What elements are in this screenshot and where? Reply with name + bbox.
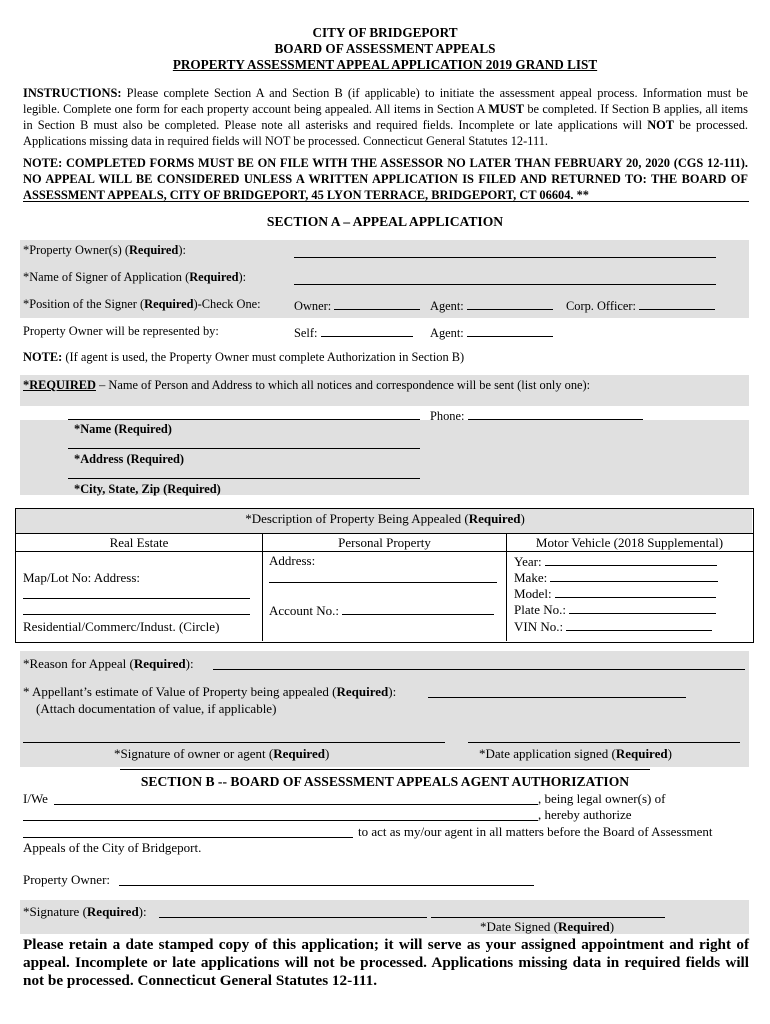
position-agent-option[interactable]: Agent: (430, 297, 553, 314)
reason-for-appeal-label: *Reason for Appeal (Required): (23, 656, 194, 671)
owner-signature-label: *Signature of owner or agent (Required) (114, 746, 330, 761)
iwe-label: I/We (23, 791, 48, 806)
property-of-field[interactable] (23, 820, 538, 821)
correspondence-address-field[interactable] (68, 448, 420, 449)
date-signed-b-field[interactable] (431, 917, 665, 918)
signature-b-label: *Signature (Required): (23, 904, 147, 919)
date-signed-b-label: *Date Signed (Required) (480, 919, 615, 934)
appeals-city-text: Appeals of the City of Bridgeport. (23, 840, 202, 855)
real-estate-address-field[interactable] (23, 614, 250, 615)
property-table-divider (15, 533, 753, 534)
attach-documentation-note: (Attach documentation of value, if applicable) (36, 701, 277, 716)
real-estate-header: Real Estate (109, 535, 169, 550)
signer-position-label: *Position of the Signer (Required)-Check One: (23, 297, 261, 311)
property-description-label: *Description of Property Being Appealed (Required) (245, 511, 525, 526)
section-b-title: SECTION B -- BOARD OF ASSESSMENT APPEALS AGENT AUTHORIZATION (140, 774, 630, 789)
instructions-text-1: Please complete Section A and Section B (if applicable) to initiate the assessment appeal process. Information must be legible. Complete one form for each property account being appealed. All items in Section A (23, 86, 748, 116)
property-owner-label: *Property Owner(s) (Required): (23, 243, 186, 257)
vin-no-field[interactable]: VIN No.: (514, 618, 712, 635)
date-application-signed-field[interactable] (468, 742, 740, 743)
signature-b-field[interactable] (159, 917, 427, 918)
city-title: CITY OF BRIDGEPORT (312, 25, 458, 40)
personal-address-label: Address: (269, 553, 316, 568)
instructions-text-3: be processed. Applications missing data in required fields will NOT be processed. Connecticut General Statutes 12-111. (23, 118, 748, 148)
position-owner-option[interactable]: Owner: (294, 297, 420, 314)
form-title: PROPERTY ASSESSMENT APPEAL APPLICATION 2019 GRAND LIST (172, 57, 598, 72)
act-as-agent-text: to act as my/our agent in all matters before the Board of Assessment (358, 824, 713, 839)
estimate-value-field[interactable] (428, 697, 686, 698)
legal-owner-text: , being legal owner(s) of (538, 791, 666, 806)
not-emphasis: NOT (647, 118, 675, 132)
property-owner-b-field[interactable] (119, 885, 534, 886)
section-b-divider (120, 769, 650, 770)
property-table-divider (15, 551, 753, 552)
address-required-label: *Address (Required) (74, 452, 185, 466)
city-required-label: *City, State, Zip (Required) (74, 482, 221, 496)
agent-note: NOTE: (If agent is used, the Property Owner must complete Authorization in Section B) (23, 350, 465, 364)
vehicle-make-field[interactable]: Make: (514, 569, 718, 586)
account-no-field[interactable]: Account No.: (269, 602, 494, 619)
closing-statement: Please retain a date stamped copy of this application; it will serve as your assigned appointment and right of appeal. Incomplete or late applications will not be processed. Applications missing data in required fields will not be processed. Connecticut General Statutes 12-111. (23, 936, 749, 989)
plate-no-field[interactable]: Plate No.: (514, 601, 716, 618)
date-signed-label: *Date application signed (Required) (479, 746, 672, 761)
represented-self-option[interactable]: Self: (294, 324, 413, 341)
instructions-text-2: be completed. If Section B applies, all items in Section B must also be completed. Please note all asterisks and required fields. Incomplete or late applications will (23, 102, 748, 132)
correspondence-required-label: *REQUIRED – Name of Person and Address to which all notices and correspondence will be sent (list only one): (23, 378, 591, 392)
vehicle-year-field[interactable]: Year: (514, 553, 717, 570)
represented-agent-option[interactable]: Agent: (430, 324, 553, 341)
must-emphasis: MUST (488, 102, 525, 116)
estimate-value-label: * Appellant’s estimate of Value of Property being appealed (Required): (23, 684, 397, 699)
name-required-label: *Name (Required) (74, 422, 172, 436)
section-a-title: SECTION A – APPEAL APPLICATION (266, 214, 504, 229)
legal-owner-name-field[interactable] (54, 804, 538, 805)
correspondence-name-field[interactable] (68, 419, 420, 420)
position-corp-officer-option[interactable]: Corp. Officer: (566, 297, 715, 314)
map-lot-label: Map/Lot No: Address: (23, 570, 140, 585)
phone-field[interactable]: Phone: (430, 407, 643, 424)
board-title: BOARD OF ASSESSMENT APPEALS (274, 41, 496, 56)
agent-name-field[interactable] (23, 837, 353, 838)
vehicle-model-field[interactable]: Model: (514, 585, 716, 602)
reason-for-appeal-field[interactable] (213, 669, 745, 670)
instructions-label: INSTRUCTIONS: (23, 86, 122, 100)
map-lot-field[interactable] (23, 598, 250, 599)
property-owner-field[interactable] (294, 257, 716, 258)
signer-name-label: *Name of Signer of Application (Required): (23, 270, 247, 284)
personal-address-field[interactable] (269, 582, 497, 583)
motor-vehicle-header: Motor Vehicle (2018 Supplemental) (535, 535, 724, 550)
correspondence-city-field[interactable] (68, 478, 420, 479)
owner-signature-field[interactable] (23, 742, 445, 743)
property-class-label[interactable]: Residential/Commerc/Indust. (Circle) (23, 619, 220, 634)
hereby-authorize-text: , hereby authorize (538, 807, 632, 822)
divider (23, 201, 749, 202)
instructions-paragraph (23, 85, 748, 149)
represented-by-label: Property Owner will be represented by: (23, 324, 219, 338)
property-owner-b-label: Property Owner: (23, 872, 111, 887)
deadline-note: NOTE: COMPLETED FORMS MUST BE ON FILE WITH THE ASSESSOR NO LATER THAN FEBRUARY 20, 2020 (CGS 12-111). NO APPEAL WILL BE CONSIDERED UNLESS A WRITTEN APPLICATION IS FILED AND RETURNED TO: THE BOARD OF ASSESSMENT APPEALS, CITY OF BRIDGEPORT, 45 LYON TERRACE, BRIDGEPORT, CT 06604. ** (23, 156, 748, 202)
signer-name-field[interactable] (294, 284, 716, 285)
personal-property-header: Personal Property (338, 535, 431, 550)
